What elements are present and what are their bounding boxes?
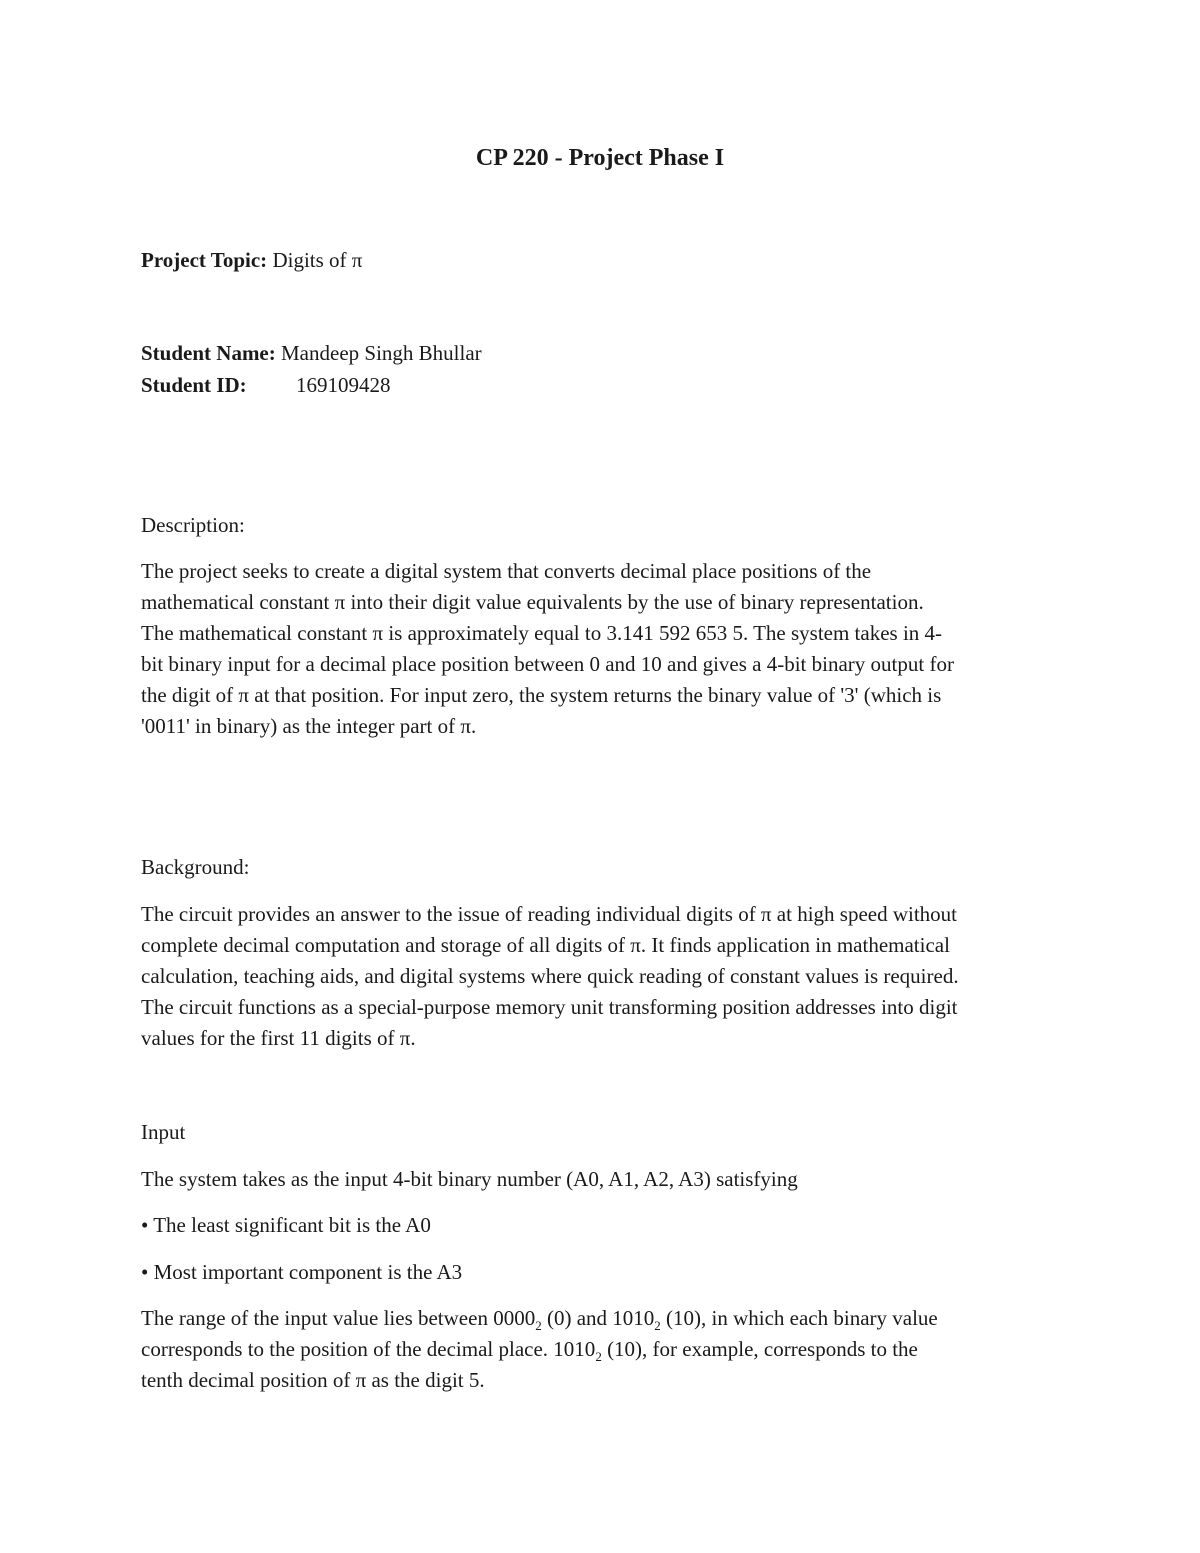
subscript-base: 2 (535, 1318, 542, 1334)
description-line: mathematical constant π into their digit value equivalents by the use of binary representation. (141, 590, 924, 614)
project-topic-label: Project Topic: (141, 248, 268, 272)
student-name-value: Mandeep Singh Bhullar (281, 341, 482, 365)
subscript-base: 2 (654, 1318, 661, 1334)
input-range-line: tenth decimal position of π as the digit 5. (141, 1368, 485, 1392)
input-range-line (141, 1334, 1061, 1365)
project-topic-row (141, 245, 362, 275)
description-line: The mathematical constant π is approximately equal to 3.141 592 653 5. The system takes in 4- (141, 621, 943, 645)
student-id-label: Student ID: (141, 373, 247, 397)
student-id-value: 169109428 (296, 373, 391, 397)
background-line: complete decimal computation and storage of all digits of π. It finds application in mathematical (141, 933, 950, 957)
project-topic-value: Digits of π (272, 248, 363, 272)
background-paragraph (141, 899, 1061, 1054)
range-text: The range of the input value lies between 0000 (141, 1306, 536, 1330)
background-line: values for the first 11 digits of π. (141, 1026, 416, 1050)
input-bullet-item: • The least significant bit is the A0 (141, 1213, 431, 1237)
input-intro: The system takes as the input 4-bit binary number (A0, A1, A2, A3) satisfying (141, 1167, 798, 1191)
background-line: The circuit provides an answer to the issue of reading individual digits of π at high speed without (141, 902, 958, 926)
student-name-label: Student Name: (141, 341, 276, 365)
document-title: CP 220 - Project Phase I (475, 145, 725, 171)
range-text: (10), for example, corresponds to the (601, 1337, 918, 1361)
description-line: The project seeks to create a digital system that converts decimal place positions of the (141, 559, 872, 583)
input-range-line (141, 1303, 1061, 1334)
subscript-base: 2 (595, 1349, 602, 1365)
input-range-paragraph (141, 1303, 1061, 1396)
description-heading: Description: (141, 513, 245, 537)
description-line: bit binary input for a decimal place position between 0 and 10 and gives a 4-bit binary output for (141, 652, 954, 676)
input-heading: Input (141, 1120, 186, 1144)
range-text: (0) and 1010 (541, 1306, 655, 1330)
background-line: The circuit functions as a special-purpose memory unit transforming position addresses into digit (141, 995, 958, 1019)
range-text: corresponds to the position of the decimal place. 1010 (141, 1337, 596, 1361)
description-line: '0011' in binary) as the integer part of π. (141, 714, 477, 738)
background-heading: Background: (141, 855, 250, 879)
input-bullet-item: • Most important component is the A3 (141, 1260, 463, 1284)
description-line: the digit of π at that position. For input zero, the system returns the binary value of '3' (which is (141, 683, 942, 707)
background-line: calculation, teaching aids, and digital systems where quick reading of constant values is required. (141, 964, 959, 988)
description-paragraph (141, 556, 1061, 742)
student-name-row (141, 338, 482, 368)
student-id-row (141, 370, 391, 400)
range-text: (10), in which each binary value (660, 1306, 938, 1330)
